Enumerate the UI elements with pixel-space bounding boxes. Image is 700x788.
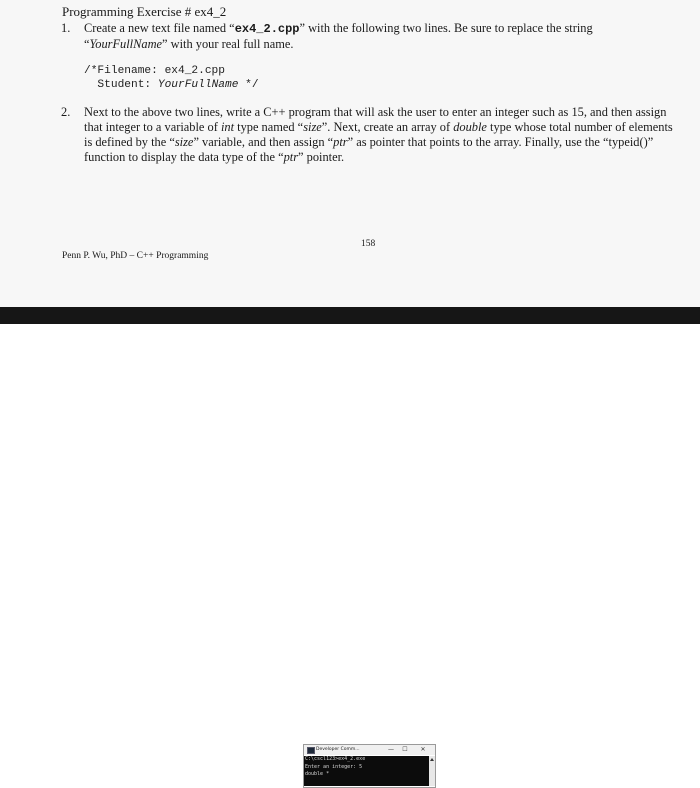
code-snippet bbox=[84, 64, 259, 92]
console-output bbox=[304, 756, 429, 786]
next-page bbox=[0, 324, 700, 777]
instruction-item-2 bbox=[61, 105, 679, 165]
console-line: double * bbox=[305, 771, 330, 777]
variable-ptr: ptr bbox=[283, 150, 299, 164]
item-text: ” as pointer that points to the array. Finally, use the “typeid()” function to display the data type of the “ bbox=[84, 135, 654, 164]
keyword-int: int bbox=[220, 120, 235, 134]
instruction-item-1 bbox=[61, 21, 654, 52]
code-line-2-suffix: */ bbox=[238, 79, 259, 91]
item-text: type whose total number of elements is defined by the “ bbox=[84, 120, 673, 149]
console-titlebar[interactable] bbox=[304, 745, 435, 755]
console-title: Developer Comm... bbox=[316, 747, 360, 752]
maximize-button[interactable]: ☐ bbox=[402, 746, 408, 753]
item-text: Next to the above two lines, write a C++ program that will ask the user to enter an integer such as 15, and then assign that integer to a variable of bbox=[84, 105, 667, 134]
item-number: 2. bbox=[61, 105, 71, 119]
item-text: Create a new text file named “ bbox=[84, 21, 235, 35]
code-line-2-prefix: Student: bbox=[84, 79, 158, 91]
page-number: 158 bbox=[361, 239, 376, 249]
close-button[interactable]: ✕ bbox=[420, 746, 426, 753]
page-separator bbox=[0, 307, 700, 324]
item-number: 1. bbox=[61, 21, 71, 35]
keyword-double: double bbox=[453, 120, 487, 134]
console-line: C:\cscl123>ex4_2.exe bbox=[305, 756, 366, 762]
page-footer: Penn P. Wu, PhD – C++ Programming bbox=[62, 251, 209, 261]
minimize-button[interactable]: — bbox=[388, 746, 394, 753]
item-text: ” pointer. bbox=[298, 150, 345, 164]
item-text: ” variable, and then assign “ bbox=[193, 135, 334, 149]
scroll-up-icon[interactable] bbox=[430, 758, 434, 761]
placeholder-text: YourFullName bbox=[89, 37, 163, 51]
code-line-1: /*Filename: ex4_2.cpp bbox=[84, 65, 225, 77]
exercise-title: Programming Exercise # ex4_2 bbox=[62, 4, 227, 19]
variable-ptr: ptr bbox=[333, 135, 348, 149]
variable-size: size bbox=[174, 135, 194, 149]
document-page bbox=[0, 0, 700, 307]
terminal-icon bbox=[307, 747, 315, 754]
item-text: “ bbox=[84, 37, 90, 51]
code-line-2-name: YourFullName bbox=[157, 79, 239, 91]
console-window[interactable] bbox=[303, 744, 436, 788]
variable-size: size bbox=[303, 120, 322, 134]
item-text: ” with the following two lines. Be sure to replace the string bbox=[299, 21, 593, 35]
console-scrollbar[interactable] bbox=[429, 756, 435, 786]
item-text: ” with your real full name. bbox=[162, 37, 294, 51]
item-text: ”. Next, create an array of bbox=[321, 120, 454, 134]
console-line: Enter an integer: 5 bbox=[305, 763, 363, 770]
item-text: type named “ bbox=[234, 120, 304, 134]
filename-text: ex4_2.cpp bbox=[234, 22, 300, 36]
